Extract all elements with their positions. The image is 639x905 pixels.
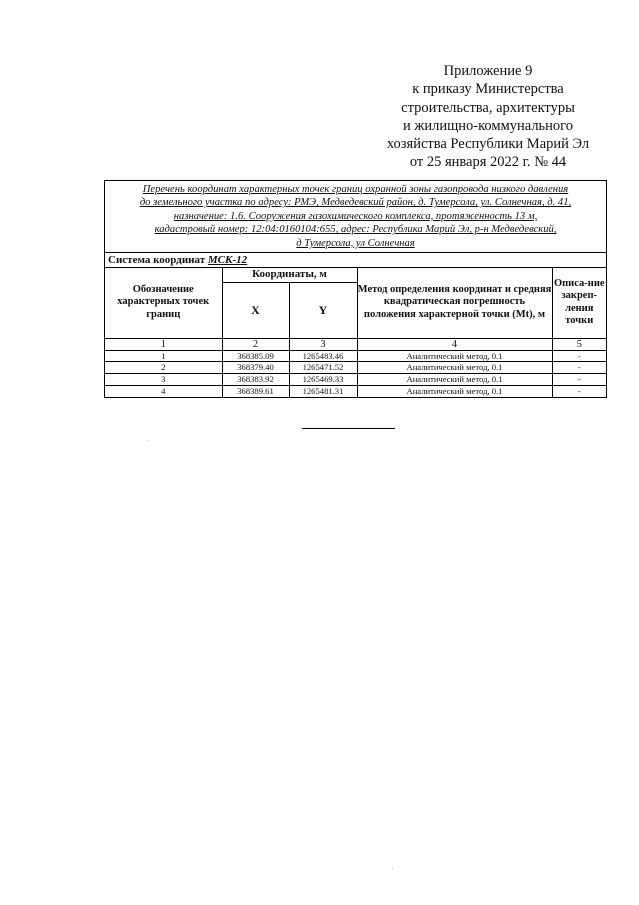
- point-id: 4: [105, 385, 222, 396]
- coord-y: 1265469.33: [289, 374, 357, 386]
- method: Аналитический метод, 0.1: [357, 350, 552, 362]
- coord-y: 1265481.31: [289, 385, 357, 396]
- description: -: [552, 350, 606, 362]
- header-designation: Обозначение характерных точек границ: [105, 268, 222, 338]
- table-caption: [105, 181, 606, 253]
- table-row: [105, 362, 606, 374]
- appendix-line: и жилищно-коммунального: [402, 117, 574, 134]
- point-id: 1: [105, 350, 222, 362]
- column-number: 3: [289, 338, 357, 350]
- coord-y: 1265471.52: [289, 362, 357, 374]
- column-number: 4: [357, 338, 552, 350]
- table-row: [105, 385, 606, 396]
- description: -: [552, 362, 606, 374]
- method: Аналитический метод, 0.1: [357, 385, 552, 396]
- column-number: 5: [552, 338, 606, 350]
- description: -: [552, 374, 606, 386]
- header-description: Описа-ние закреп-ления точки: [552, 268, 606, 338]
- header-y: Y: [289, 282, 357, 338]
- appendix-line: строительства, архитектуры: [401, 99, 575, 116]
- coord-x: 368385.09: [222, 350, 289, 362]
- closing-rule: [302, 428, 395, 429]
- scan-speck: [148, 440, 149, 441]
- caption-line: кадастровый номер: 12:04:0160104:655, адрес: Республика Марий Эл, р-н Медведевский,: [154, 224, 557, 236]
- header-coordinates: Координаты, м: [222, 268, 357, 282]
- appendix-line: Приложение 9: [443, 63, 533, 79]
- point-id: 2: [105, 362, 222, 374]
- method: Аналитический метод, 0.1: [357, 374, 552, 386]
- table-row: [105, 350, 606, 362]
- scan-speck: [392, 868, 393, 869]
- header-x: X: [222, 282, 289, 338]
- caption-line: назначение: 1.6. Сооружения газохимического комплекса, протяженность 13 м,: [173, 210, 538, 222]
- appendix-line: от 25 января 2022 г. № 44: [409, 154, 567, 171]
- appendix-line: к приказу Министерства: [412, 81, 564, 98]
- coordinates-table: [105, 268, 606, 397]
- appendix-line: хозяйства Республики Марий Эл: [386, 136, 590, 153]
- appendix-header: [360, 62, 616, 172]
- coord-y: 1265483.46: [289, 350, 357, 362]
- coord-x: 368389.61: [222, 385, 289, 396]
- column-number: 2: [222, 338, 289, 350]
- coord-x: 368379.40: [222, 362, 289, 374]
- point-id: 3: [105, 374, 222, 386]
- caption-line: Перечень координат характерных точек границ охранной зоны газопровода низкого давления: [142, 184, 569, 195]
- table-row: [105, 374, 606, 386]
- coordinate-system-row: [105, 253, 606, 268]
- coordinate-system-value: МСК-12: [207, 254, 248, 267]
- coordinates-document-frame: [104, 180, 607, 398]
- header-method: Метод определения координат и средняя квадратическая погрешность положения характерной точки (Mt), м: [357, 268, 552, 338]
- caption-line: до земельного участка по адресу: РМЭ, Медведевский район, д. Тумерсола, ул. Солнечная, д. 41,: [139, 197, 572, 209]
- description: -: [552, 385, 606, 396]
- column-number-row: [105, 338, 606, 350]
- caption-line: д Тумерсола, ул Солнечная: [296, 237, 415, 249]
- method: Аналитический метод, 0.1: [357, 362, 552, 374]
- column-number: 1: [105, 338, 222, 350]
- coordinate-system-label: Система координат: [108, 254, 206, 267]
- coord-x: 368383.92: [222, 374, 289, 386]
